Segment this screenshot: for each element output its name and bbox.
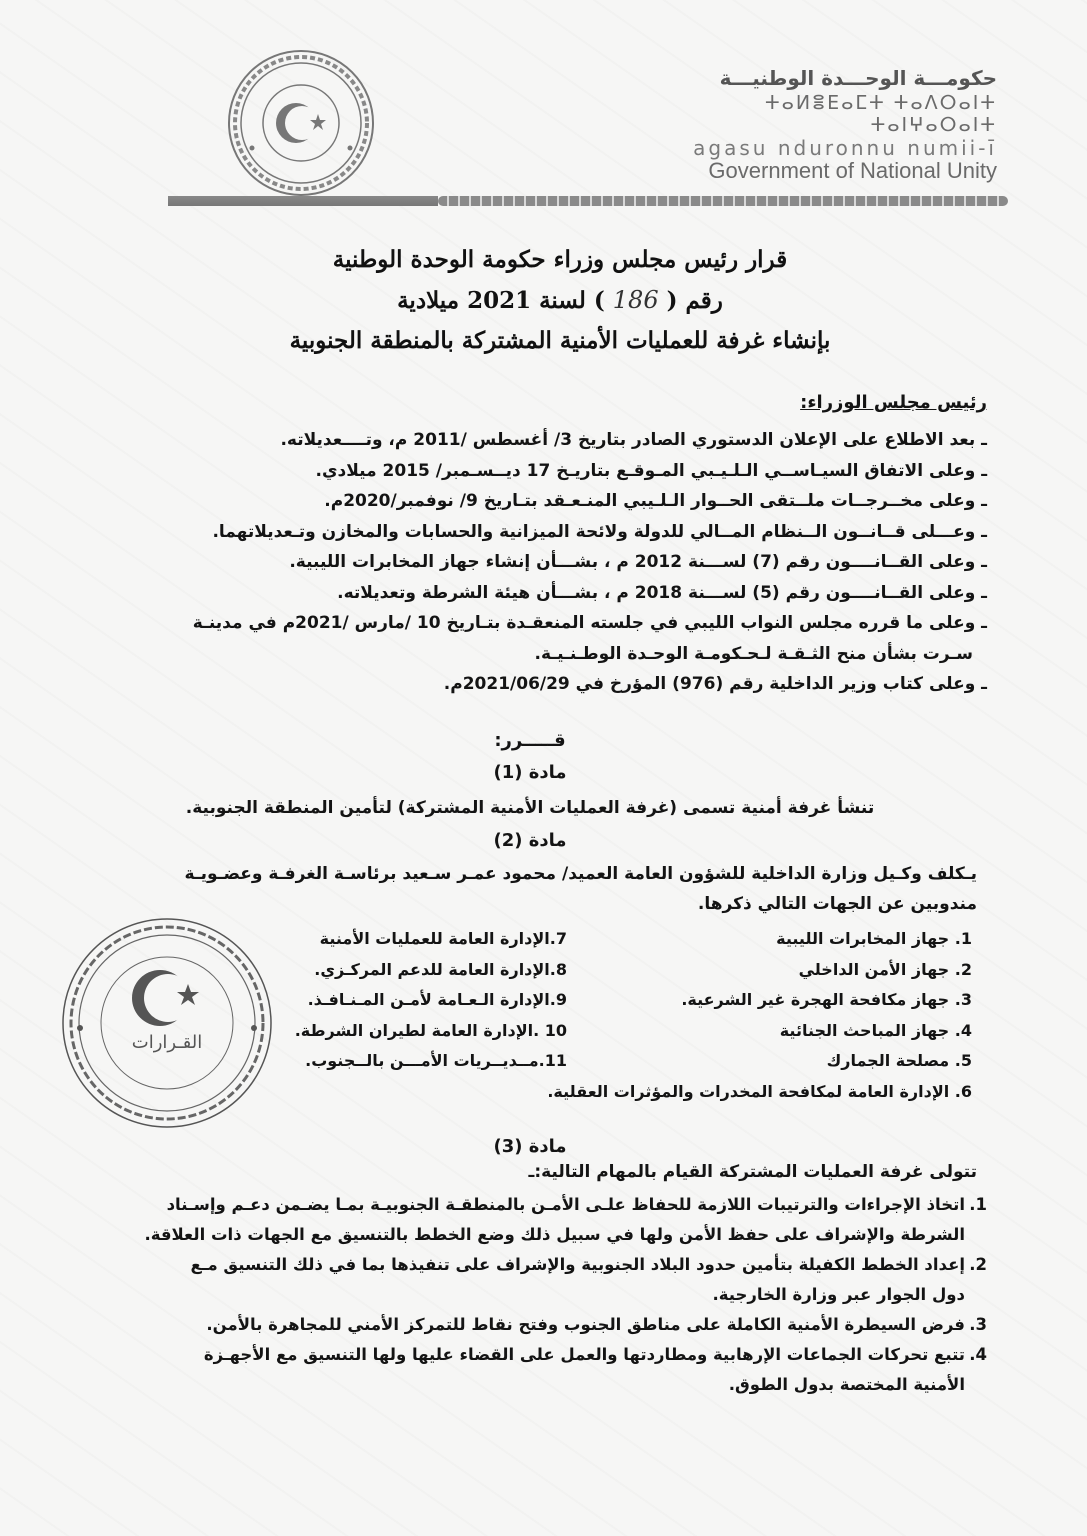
- article-3-tasks: [17, 1190, 987, 1400]
- government-header: [637, 66, 997, 184]
- task-item: 2.إعداد الخطط الكفيلة بتأمين حدود البلاد الجنوبية والإشراف على تنفيذها بما في ذلك التنسيق مـع دول الجوار عبر وزارة الخارجية.: [190, 1255, 987, 1304]
- member-item: 5. مصلحة الجمارك: [826, 1051, 972, 1070]
- preamble-line: ـ وعـــلى قــانــون الــنظام المــالي للدولة ولائحة الميزانية والحسابات والمخازن وتـعديلاتهما.: [212, 521, 987, 542]
- member-item: 1. جهاز المخابرات الليبية: [776, 929, 972, 948]
- member-item: 11.مــديــريات الأمـــن بالــجنوب.: [305, 1051, 567, 1070]
- decision-word: قـــــرر:: [494, 730, 566, 751]
- member-list-right: [547, 924, 972, 1107]
- preamble-line: ـ وعلى القــانــــون رقم (5) لســـنة 2018 م ، بشـــأن هيئة الشرطة وتعديلاته.: [337, 582, 987, 603]
- preamble-line: ـ وعلى مخــرجــات ملــتقى الحــوار الـلـيبي المنـعـقد بتـاريخ 9/ نوفمبر/2020م.: [324, 491, 987, 511]
- member-item: 7.الإدارة العامة للعمليات الأمنية: [319, 929, 567, 948]
- member-item: 9.الإدارة الـعـامة لأمـن المـنـافـذ.: [307, 990, 567, 1009]
- member-item: 4. جهاز المباحث الجنائية: [779, 1020, 972, 1040]
- title-line-3: بإنشاء غرفة للعمليات الأمنية المشتركة بالمنطقة الجنوبية: [289, 327, 831, 354]
- title-line-2: رقم (186) لسنة 2021 ميلادية: [397, 286, 723, 314]
- member-item: 8.الإدارة العامة للدعم المركـزي.: [314, 959, 567, 979]
- article-1-text: تنشأ غرفة أمنية تسمى (غرفة العمليات الأمنية المشتركة) لتأمين المنطقة الجنوبية.: [185, 798, 875, 818]
- gov-name-english: Government of National Unity: [708, 158, 997, 183]
- member-item: 2. جهاز الأمن الداخلي: [798, 959, 972, 979]
- article-1-title: مادة (1): [493, 762, 567, 783]
- title-line-1: قرار رئيس مجلس وزراء حكومة الوحدة الوطنية: [332, 246, 788, 273]
- gov-name-latin: agasu nduronnu numii-ī: [693, 136, 997, 160]
- article-2-title: مادة (2): [493, 830, 567, 851]
- decree-title: [200, 240, 920, 361]
- preamble-line: ـ وعلى كتاب وزير الداخلية رقم (976) المؤرخ في 2021/06/29م.: [443, 674, 987, 694]
- preamble-heading: رئيس مجلس الوزراء:: [800, 392, 987, 413]
- task-item: 1.اتخاذ الإجراءات والترتيبات اللازمة للحفاظ علـى الأمـن بالمنطقـة الجنوبيـة بمـا يضـمن دعـم وإسـناد الشرطة والإشراف على حفظ الأمن ولها في سبيل ذلك وضع الخطط بالتنسيق مع الجهات ذات العلاقة.: [144, 1195, 987, 1244]
- preamble-line: ـ بعد الاطلاع على الإعلان الدستوري الصادر بتاريخ 3/ أغسطس /2011 م، وتــــعديلاته.: [280, 430, 987, 450]
- article-2-text-1: يـكلف وكـيل وزارة الداخلية للشؤون العامة العميد/ محمود عمـر سـعيد برئاسـة الغرفـة وعضـويـة: [184, 864, 977, 884]
- preamble-line: ـ وعلى ما قرره مجلس النواب الليبي في جلسته المنعقـدة بتـاريخ 10 /مارس /2021م في مدينـة: [192, 613, 987, 633]
- task-item: 3.فرض السيطرة الأمنية الكاملة على مناطق الجنوب وفتح نقاط للتمركز الأمني للمجاهرة بالأمن.: [206, 1315, 987, 1334]
- government-seal-top: [226, 48, 376, 198]
- decisions-stamp-seal: [60, 916, 275, 1131]
- preamble: [127, 425, 987, 700]
- member-item: 10 .الإدارة العامة لطيران الشرطة.: [294, 1020, 567, 1040]
- crescent-star-icon: [276, 103, 326, 143]
- article-3-title: مادة (3): [493, 1136, 567, 1157]
- decree-number: 186: [612, 286, 659, 314]
- member-list-left: [237, 924, 567, 1077]
- crescent-star-icon: [132, 970, 199, 1026]
- preamble-line: سـرت بشأن منح الثـقـة لـحـكومـة الوحـدة الوطـنـيـة.: [534, 643, 973, 664]
- article-2-text-2: مندوبين عن الجهات التالي ذكرها.: [697, 894, 977, 914]
- stamp-inner-text: القـرارات: [131, 1032, 203, 1053]
- gov-name-arabic: حكومـــة الوحـــدة الوطنيـــة: [719, 66, 997, 90]
- member-item: 6. الإدارة العامة لمكافحة المخدرات والمؤثرات العقلية.: [547, 1081, 972, 1101]
- header-divider: [168, 194, 1008, 206]
- task-item: 4.تتبع تحركات الجماعات الإرهابية ومطاردتها والعمل على القضاء عليها ولها التنسيق مع الأجهـزة الأمنية المختصة بدول الطوق.: [203, 1345, 987, 1394]
- preamble-line: ـ وعلى الاتفاق السيـاســي الـلـيـبي المـوقـع بتاريـخ 17 ديــسـمبر/ 2015 ميلادي.: [315, 460, 987, 481]
- member-item: 3. جهاز مكافحة الهجرة غير الشرعية.: [681, 990, 972, 1009]
- gov-name-tifinagh: ⵜⴰⵍⴻⴹⴰⵎⵜ ⵜⴰⴷⵔⴰⵏⵜ ⵜⴰⵏⵖⴰⵔⴰⵏⵜ: [765, 92, 997, 136]
- article-3-intro: تتولى غرفة العمليات المشتركة القيام بالمهام التالية:ـ: [528, 1162, 977, 1182]
- preamble-line: ـ وعلى القــانــــون رقم (7) لســـنة 2012 م ، بشـــأن إنشاء جهاز المخابرات الليبية.: [289, 552, 987, 572]
